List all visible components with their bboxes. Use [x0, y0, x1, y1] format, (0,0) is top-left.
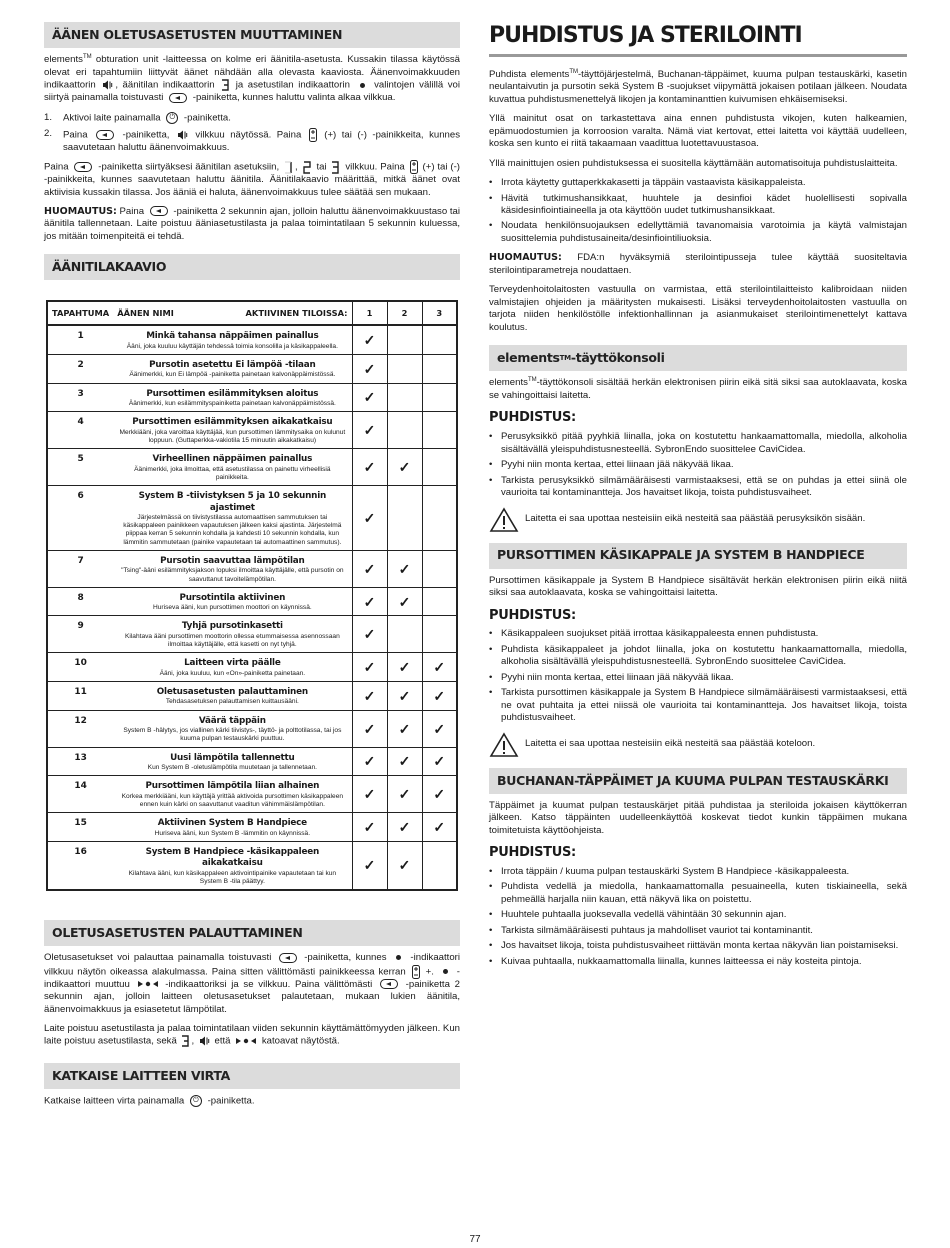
sound-name-cell	[113, 587, 352, 616]
check-icon: ✓	[363, 593, 376, 610]
sound-title: Pursottimen lämpötila liian alhainen	[145, 781, 320, 792]
mode-2-cell	[387, 383, 422, 412]
sound-mode-table	[46, 300, 458, 891]
list-item: • Tarkista perusyksikkö silmämääräisesti varmistaaksesi, että se on puhdas ja ettei siinä ole vaurioita tai kontaminantteja. Jos havaitset likoja, toista puhdistusvaiheet.	[489, 475, 907, 500]
mode-3-cell	[422, 550, 457, 587]
back-button-icon	[380, 979, 398, 989]
list-item: 1. Aktivoi laite painamalla ⏻ -painiketta.	[44, 111, 231, 124]
mode-2-cell	[387, 616, 422, 653]
check-icon: ✓	[363, 687, 376, 704]
table-row	[47, 412, 457, 449]
mode-3-cell	[422, 383, 457, 412]
mode-1-cell	[352, 449, 387, 486]
event-number: 10	[47, 653, 113, 682]
table-row	[47, 587, 457, 616]
page-title: PUHDISTUS JA STERILOINTI	[489, 22, 907, 57]
sound-title: Pursotin asetettu Ei lämpöä -tilaan	[149, 360, 316, 371]
sound-title: Pursotin saavuttaa lämpötilan	[160, 555, 305, 566]
list-item: • Irrota käytetty guttaperkkakasetti ja täppäin vastaavista käsikappaleista.	[489, 177, 907, 189]
event-number: 6	[47, 486, 113, 551]
col-header-mode-3: 3	[422, 301, 457, 325]
table-header-row	[47, 301, 457, 325]
list-item: • Puhdista vedellä ja miedolla, hankaamattomalla pesuaineella, kuten tiskiaineella, sekä pehmeällä harjalla niin kauan, että näkyvä lika on poistettu.	[489, 881, 907, 906]
check-icon: ✓	[363, 720, 376, 737]
plus-minus-button-icon	[309, 128, 317, 142]
check-icon: ✓	[363, 360, 376, 377]
event-number: 11	[47, 682, 113, 711]
check-icon: ✓	[363, 332, 376, 349]
sound-title: Aktiivinen System B Handpiece	[157, 818, 307, 829]
check-icon: ✓	[363, 626, 376, 643]
mode-2-cell	[387, 412, 422, 449]
check-icon: ✓	[363, 659, 376, 676]
event-number: 13	[47, 747, 113, 776]
sound-title: Pursottimen esilämmityksen aikakatkaisu	[132, 417, 333, 428]
col-header-name: ÄÄNEN NIMI AKTIIVINEN TILOISSA:	[113, 301, 352, 325]
plus-minus-button-icon	[410, 160, 418, 174]
check-icon: ✓	[363, 389, 376, 406]
list-item: • Tarkista silmämääräisesti puhtaus ja mahdolliset vauriot tai kontaminantit.	[489, 925, 907, 937]
sound-name-cell	[113, 841, 352, 890]
mode-1-cell	[352, 710, 387, 747]
event-number: 7	[47, 550, 113, 587]
list-item: • Huuhtele puhtaalla juoksevalla vedellä vähintään 30 sekunnin ajan.	[489, 909, 907, 921]
bullet-list	[489, 177, 907, 245]
sound-name-cell	[113, 747, 352, 776]
event-number: 2	[47, 355, 113, 384]
event-number: 4	[47, 412, 113, 449]
check-icon: ✓	[398, 753, 411, 770]
sound-title: Uusi lämpötila tallennettu	[170, 752, 295, 763]
mode-3-cell	[422, 710, 457, 747]
list-item: • Hävitä tutkimushansikkaat, huuhtele ja desinfioi kädet huolellisesti sopivalla käsidesinfiointiaineella ja ota käyttöön uudet tutkimushansikkaat.	[489, 193, 907, 218]
mode-1-cell	[352, 841, 387, 890]
table-row	[47, 486, 457, 551]
check-icon: ✓	[433, 753, 446, 770]
sound-name-cell	[113, 653, 352, 682]
check-icon: ✓	[363, 459, 376, 476]
check-icon: ✓	[363, 560, 376, 577]
paragraph: Yllä mainittujen osien puhdistuksessa ei suositella käyttämään automatisoituja puhdistuslaitteita.	[489, 157, 898, 169]
sound-name-cell	[113, 616, 352, 653]
event-number: 12	[47, 710, 113, 747]
event-number: 8	[47, 587, 113, 616]
back-button-icon	[74, 162, 92, 172]
event-number: 14	[47, 776, 113, 813]
event-number: 9	[47, 616, 113, 653]
mode-2-cell	[387, 813, 422, 842]
list-item: • Kuivaa puhtaalla, nukkaamattomalla liinalla, kunnes laitteessa ei näy kosteita pintoja.	[489, 956, 907, 968]
mode-1-cell	[352, 813, 387, 842]
check-icon: ✓	[363, 422, 376, 439]
sound-description: Kun System B -oletuslämpötila muutetaan ja tallennetaan.	[147, 764, 318, 771]
sound-description: Ääni, joka kuuluu, kun «On»-painiketta painetaan.	[159, 669, 306, 677]
table-row	[47, 776, 457, 813]
mode-1-cell	[352, 412, 387, 449]
mode-1-cell	[352, 653, 387, 682]
mode-1-cell	[352, 747, 387, 776]
sound-title: System B -tiivistyksen 5 ja 10 sekunnin ajastimet	[138, 491, 327, 513]
mode-3-cell	[422, 449, 457, 486]
check-icon: ✓	[363, 857, 376, 874]
mode-2-cell	[387, 682, 422, 711]
list-item: • Perusyksikkö pitää pyyhkiä liinalla, joka on kostutettu hankaamattomalla, miedolla, alkoholia sisältävällä yleispuhdistusnesteellä. SybronEndo suosittelee CaviCidea.	[489, 431, 907, 456]
subheading: PUHDISTUS:	[489, 845, 576, 861]
bullet-list	[489, 628, 907, 724]
sound-description: "Tsing"-ääni esilämmityksjakson lopuksi ilmoittaa käyttäjälle, että pursotin on saavuttanut tavoitelämpötilan.	[121, 567, 344, 583]
mode-2-cell	[387, 747, 422, 776]
paragraph: Terveydenhoitolaitosten vastuulla on varmistaa, että sterilointilaitteisto kalibroidaan niiden valmistajien ohjeiden ja määritysten mukaisesti. Lisäksi terveydenhoitolaitosten vastuulla on tarjota niiden henkilöstölle infektionhallinnan ja asianmukaiset sterilointimenettelyt kattava koulutus.	[489, 284, 907, 333]
settings-indicator-icon	[360, 83, 365, 88]
sound-title: Laitteen virta päälle	[184, 658, 281, 669]
bullet-list	[489, 431, 907, 499]
check-icon: ✓	[433, 659, 446, 676]
bullet-list	[489, 866, 907, 968]
mode-1-cell	[352, 383, 387, 412]
paragraph: Katkaise laitteen virta painamalla ⏻ -painiketta.	[44, 1095, 255, 1107]
back-button-icon	[150, 206, 168, 216]
power-button-icon: ⏻	[166, 112, 178, 124]
paragraph: elements™ obturation unit -laitteessa on kolme eri äänitila-asetusta. Kussakin tilassa käytössä olevat eri tapahtumiin liittyvät äänet nähdään alla olevasta kaaviosta. Äänenvoimakkuuden indikaattorin , äänitilan indikaattorin ja asetustilan indikaattorin valintojen välillä voi siirtyä painamalla toistuvasti -painiketta, kunnes haluttu valinta alkaa vilkkua.	[44, 54, 460, 104]
mode-1-cell	[352, 325, 387, 354]
mode-3-cell	[422, 747, 457, 776]
paragraph: elements™-täyttökonsoli sisältää herkän elektronisen piirin eikä sitä siksi saa autoklaavata, koska se vahingoittaisi laitetta.	[489, 377, 907, 401]
paragraph: Paina -painiketta siirtyäksesi äänitilan asetuksiin, , tai vilkkuu. Paina (+) tai (-) -painikkeita, kunnes saavutetaan haluttu äänitila. Äänitilakaavio määrittää, mitkä äänet ovat aktiivisia kussakin tilassa. Jos ääniä ei haluta, äänenvoimakkuus tulee säätää sen mukaan.	[44, 161, 460, 198]
sound-title: Tyhjä pursotinkasetti	[181, 621, 283, 632]
sound-name-cell	[113, 813, 352, 842]
check-icon: ✓	[398, 459, 411, 476]
section-heading: ÄÄNITILAKAAVIO	[44, 254, 460, 280]
sound-title: System B Handpiece -käsikappaleen aikakatkaisu	[145, 846, 320, 869]
mode-2-cell	[387, 587, 422, 616]
event-number: 1	[47, 325, 113, 354]
list-item: • Irrota täppäin / kuuma pulpan testauskärki System B Handpiece -käsikappaleesta.	[489, 866, 907, 878]
table-row	[47, 682, 457, 711]
mode-3-cell	[422, 355, 457, 384]
table-row	[47, 616, 457, 653]
mode-3-cell	[422, 682, 457, 711]
mode-2-cell	[387, 550, 422, 587]
paragraph: Yllä mainitut osat on tarkastettava aina ennen puhdistusta vikojen, kuten halkeamien, epämuodostumien ja korroosion varalta. Nämä viat kertovat, ettei laitetta voi käyttää uudelleen, koska sen kunto ei riitä takaamaan vaadittua luotettavuustasoa.	[489, 113, 907, 150]
check-icon: ✓	[398, 857, 411, 874]
reset-indicator-icon	[235, 1037, 257, 1045]
col-header-event: TAPAHTUMA	[47, 301, 113, 325]
check-icon: ✓	[363, 818, 376, 835]
check-icon: ✓	[433, 720, 446, 737]
table-row	[47, 449, 457, 486]
list-item: • Käsikappaleen suojukset pitää irrottaa käsikappaleesta ennen puhdistusta.	[489, 628, 907, 640]
event-number: 5	[47, 449, 113, 486]
sound-description: Ääni, joka kuuluu käyttäjän tehdessä toimia konsolilla ja käsikappaleella.	[126, 342, 338, 350]
list-item: • Puhdista käsikappaleet ja johdot liinalla, joka on kostutettu hankaamattomalla, miedolla, alkoholia sisältävällä yleispuhdistusnesteellä. SybronEndo suosittelee CaviCidea.	[489, 644, 907, 669]
paragraph: Täppäimet ja kuumat pulpan testauskärjet pitää puhdistaa ja steriloida jokaisen käyttökerran jälkeen. Katso täppäinten uudelleenkäyttöä koskevat tiedot kunkin täppäimen mukana toimitetuista käyttöohjeista.	[489, 799, 907, 836]
mode-2-cell	[387, 841, 422, 890]
sound-description: Äänimerkki, kun Ei lämpöä -painiketta painetaan kalvonäppäimistössä.	[129, 371, 336, 379]
section-heading: ÄÄNEN OLETUSASETUSTEN MUUTTAMINEN	[44, 22, 460, 48]
paragraph: Pursottimen käsikappale ja System B Handpiece sisältävät herkän elektronisen piirin eikä niitä siksi saa autoklaavata, koska se vahingoittaisi laitetta.	[489, 574, 907, 599]
mode-2-cell	[387, 449, 422, 486]
mode-3-cell	[422, 616, 457, 653]
table-row	[47, 653, 457, 682]
mode-3-cell	[422, 486, 457, 551]
check-icon: ✓	[433, 818, 446, 835]
sound-name-cell	[113, 682, 352, 711]
mode-3-cell	[422, 587, 457, 616]
section-heading: PURSOTTIMEN KÄSIKAPPALE JA SYSTEM B HANDPIECE	[489, 543, 907, 569]
back-button-icon	[96, 130, 114, 140]
col-header-mode-1: 1	[352, 301, 387, 325]
check-icon: ✓	[398, 687, 411, 704]
list-item: • Tarkista pursottimen käsikappale ja System B Handpiece silmämääräisesti varmistaaksesi, että ne ovat puhtaita ja ettei niissä ole vaurioita tai kontaminantteja. Jos havaitset likoja, toista puhdistusvaiheet.	[489, 687, 907, 724]
warning-icon	[489, 507, 519, 533]
back-button-icon	[279, 953, 297, 963]
plus-minus-button-icon	[412, 965, 420, 979]
section-heading: elements TM -täyttökonsoli	[489, 345, 907, 371]
sound-title: Oletusasetusten palauttaminen	[156, 687, 308, 698]
sound-description: Merkkiääni, joka varoittaa käyttäjää, kun pursottimen lämmitysaika on kulunut loppuun. (Guttaperkka-vakiotila 15 minuutin aikakatkaisu)	[119, 428, 346, 445]
mode-3-cell	[422, 325, 457, 354]
check-icon: ✓	[398, 560, 411, 577]
sound-title: Pursottimen esilämmityksen aloitus	[146, 388, 319, 399]
check-icon: ✓	[398, 593, 411, 610]
section-heading: OLETUSASETUSTEN PALAUTTAMINEN	[44, 920, 460, 946]
mode-1-cell	[352, 550, 387, 587]
note: HUOMAUTUS: FDA:n hyväksymiä sterilointipusseja tulee käyttää suositeltavia sterilointiparametreja noudattaen.	[489, 252, 907, 276]
section-heading: BUCHANAN-TÄPPÄIMET JA KUUMA PULPAN TESTAUSKÄRKI	[489, 768, 907, 794]
col-header-mode-2: 2	[387, 301, 422, 325]
paragraph: Laite poistuu asetustilasta ja palaa toimintatilaan viiden sekunnin käyttämättömyyden jälkeen. Kun laite poistuu asetustilasta, sekä , että katoavat näytöstä.	[44, 1022, 460, 1047]
mode-1-cell	[352, 776, 387, 813]
reset-indicator-icon	[137, 980, 159, 988]
left-column	[44, 22, 460, 1115]
table-row	[47, 325, 457, 354]
sound-name-cell	[113, 383, 352, 412]
check-icon: ✓	[363, 509, 376, 526]
check-icon: ✓	[363, 753, 376, 770]
check-icon: ✓	[398, 659, 411, 676]
sound-name-cell	[113, 355, 352, 384]
mode-2-cell	[387, 653, 422, 682]
mode-2-cell	[387, 710, 422, 747]
check-icon: ✓	[433, 687, 446, 704]
warning: Laitetta ei saa upottaa nesteisiin eikä nesteitä saa päästää koteloon.	[489, 732, 907, 758]
list-item: • Jos havaitset likoja, toista puhdistusvaiheet riittävän monta kertaa näkyvän lian poistamiseksi.	[489, 940, 907, 952]
mode-1-cell	[352, 616, 387, 653]
mode-3-cell	[422, 653, 457, 682]
sound-name-cell	[113, 550, 352, 587]
table-row	[47, 813, 457, 842]
check-icon: ✓	[398, 720, 411, 737]
table-row	[47, 550, 457, 587]
page-number: 77	[469, 1234, 481, 1245]
mode-1-cell	[352, 355, 387, 384]
mode-1-cell	[352, 486, 387, 551]
subheading: PUHDISTUS:	[489, 607, 576, 623]
mode-2-icon	[303, 161, 312, 174]
mode-2-cell	[387, 486, 422, 551]
sound-description: System B -hälytys, jos viallinen kärki tiivistys-, täyttö- ja polttotilassa, tai jos kuuma pulpan testauskärki puuttuu.	[123, 727, 342, 743]
check-icon: ✓	[363, 786, 376, 803]
mode-2-cell	[387, 776, 422, 813]
check-icon: ✓	[398, 818, 411, 835]
mode-3-cell	[422, 813, 457, 842]
sound-title: Minkä tahansa näppäimen painallus	[146, 331, 319, 342]
sound-name-cell	[113, 776, 352, 813]
mode-3-cell	[422, 412, 457, 449]
back-button-icon	[169, 93, 187, 103]
sound-name-cell	[113, 710, 352, 747]
settings-indicator-icon	[396, 955, 401, 960]
warning-icon	[489, 732, 519, 758]
sound-description: Korkea merkkiääni, kun käyttäjä yrittää aktivoida pursottimen käsikappaleen ennen kuin kärki on saavuttanut vaaditun vähimmäislämpötilan.	[121, 792, 344, 808]
sound-mode-indicator-icon	[221, 79, 229, 91]
event-number: 16	[47, 841, 113, 890]
list-item: • Noudata henkilönsuojauksen edellyttämiä tavanomaisia varotoimia ja käytä valmistajan suosittelemia puhdistusaineita/desinfiointiliuoksia.	[489, 220, 907, 245]
event-number: 15	[47, 813, 113, 842]
sound-description: Äänimerkki, joka ilmoittaa, että asetustilassa on painettu virheellisiä painikkeita.	[134, 465, 331, 481]
table-row	[47, 383, 457, 412]
mode-1-icon	[284, 161, 293, 174]
sound-title: Väärä täppäin	[198, 715, 266, 726]
sound-mode-indicator-icon	[181, 1035, 189, 1047]
section-heading: KATKAISE LAITTEEN VIRTA	[44, 1063, 460, 1089]
check-icon: ✓	[433, 786, 446, 803]
sound-description: Huriseva ääni, kun System B -lämmitin on käynnissä.	[154, 829, 311, 837]
sound-title: Pursotintila aktiivinen	[179, 592, 286, 603]
sound-description: Huriseva ääni, kun pursottimen moottori on käynnissä.	[153, 604, 312, 612]
steps-list	[44, 112, 460, 154]
speaker-icon	[199, 1036, 210, 1046]
sound-description: Tehdasasetuksen palauttamisen kuittausääni.	[165, 698, 299, 706]
speaker-icon	[177, 130, 188, 140]
mode-1-cell	[352, 587, 387, 616]
speaker-icon	[102, 80, 113, 90]
event-number: 3	[47, 383, 113, 412]
sound-name-cell	[113, 325, 352, 354]
table-row	[47, 747, 457, 776]
list-item: 2. Paina -painiketta, vilkkuu näytössä. Paina (+) tai (-) -painikkeita, kunnes saavutetaan haluttu äänenvoimakkuus.	[44, 127, 460, 153]
sound-name-cell	[113, 412, 352, 449]
sound-description: Järjestelmässä on tiivistystilassa automaattisen sammutuksen tai käsikappaleen painikkeen vapautuksen jälkeen kaksi ajastinta. Järjestelmä piippaa kerran 5 sekunnin kohdalla ja kahdesti 10 sekunnin kohdalla, kun lämmitin sammutetaan (painike vapautetaan tai automaattinen sammutus).	[123, 514, 342, 546]
mode-2-cell	[387, 325, 422, 354]
check-icon: ✓	[398, 786, 411, 803]
paragraph: Puhdista elements™-täyttöjärjestelmä, Buchanan-täppäimet, kuuma pulpan testauskärki, kasetin neulantaivutin ja pursotin sekä System B -suojukset viipymättä jokaisen potilaan jälkeen. Noudata kuvattua puhdistusmenettelyä likojen ja kontaminanttien kuivumisen ehkäisemiseksi.	[489, 68, 907, 105]
mode-2-cell	[387, 355, 422, 384]
sound-name-cell	[113, 449, 352, 486]
sound-name-cell	[113, 486, 352, 551]
mode-3-cell	[422, 776, 457, 813]
sound-title: Virheellinen näppäimen painallus	[152, 454, 313, 465]
warning: Laitetta ei saa upottaa nesteisiin eikä nesteitä saa päästää perusyksikön sisään.	[489, 507, 907, 533]
table-row	[47, 355, 457, 384]
note: HUOMAUTUS: Paina -painiketta 2 sekunnin ajan, jolloin haluttu äänenvoimakkuustaso tai äänitila tallennetaan. Laite poistuu ääniasetustilasta ja palaa toimintatilaan 5 sekunnin kuluessa, jos mitään toimenpiteitä ei tehdä.	[44, 206, 460, 242]
right-column	[489, 22, 907, 975]
table-row	[47, 841, 457, 890]
mode-1-cell	[352, 682, 387, 711]
list-item: • Pyyhi niin monta kertaa, ettei liinaan jää näkyvää likaa.	[489, 459, 907, 471]
mode-3-cell	[422, 841, 457, 890]
sound-description: Kilahtava ääni pursottimen moottorin ollessa etummaisessa asennossaan ilmoittaa käyttäjälle, että kasetti on nyt tyhjä.	[124, 632, 340, 649]
mode-3-icon	[331, 161, 340, 174]
table-row	[47, 710, 457, 747]
sound-description: Äänimerkki, kun esilämmityspainiketta painetaan kalvonäppäimistössä.	[128, 400, 336, 408]
subheading: PUHDISTUS:	[489, 410, 576, 426]
sound-description: Kilahtava ääni, kun käsikappaleen aktivointipainike vapautetaan tai kun System B -tila päättyy.	[128, 869, 337, 885]
power-button-icon: ⏻	[190, 1095, 202, 1107]
paragraph: Oletusasetukset voi palauttaa painamalla toistuvasti -painiketta, kunnes -indikaattori vilkkuu näytön oikeassa alakulmassa. Paina sitten välittömästi painikkeessa kerran +. -indikaattori muuttuu -indikaattoriksi ja se vilkkuu. Paina välittömästi -painiketta 2 sekunnin ajan, jolloin laitteen oletusasetukset palautetaan, mukaan lukien äänitila, äänenvoimakkuus ja esiasetetut lämpötilat.	[44, 952, 460, 1015]
settings-indicator-icon	[443, 969, 448, 974]
list-item: • Pyyhi niin monta kertaa, ettei liinaan jää näkyvää likaa.	[489, 672, 907, 684]
